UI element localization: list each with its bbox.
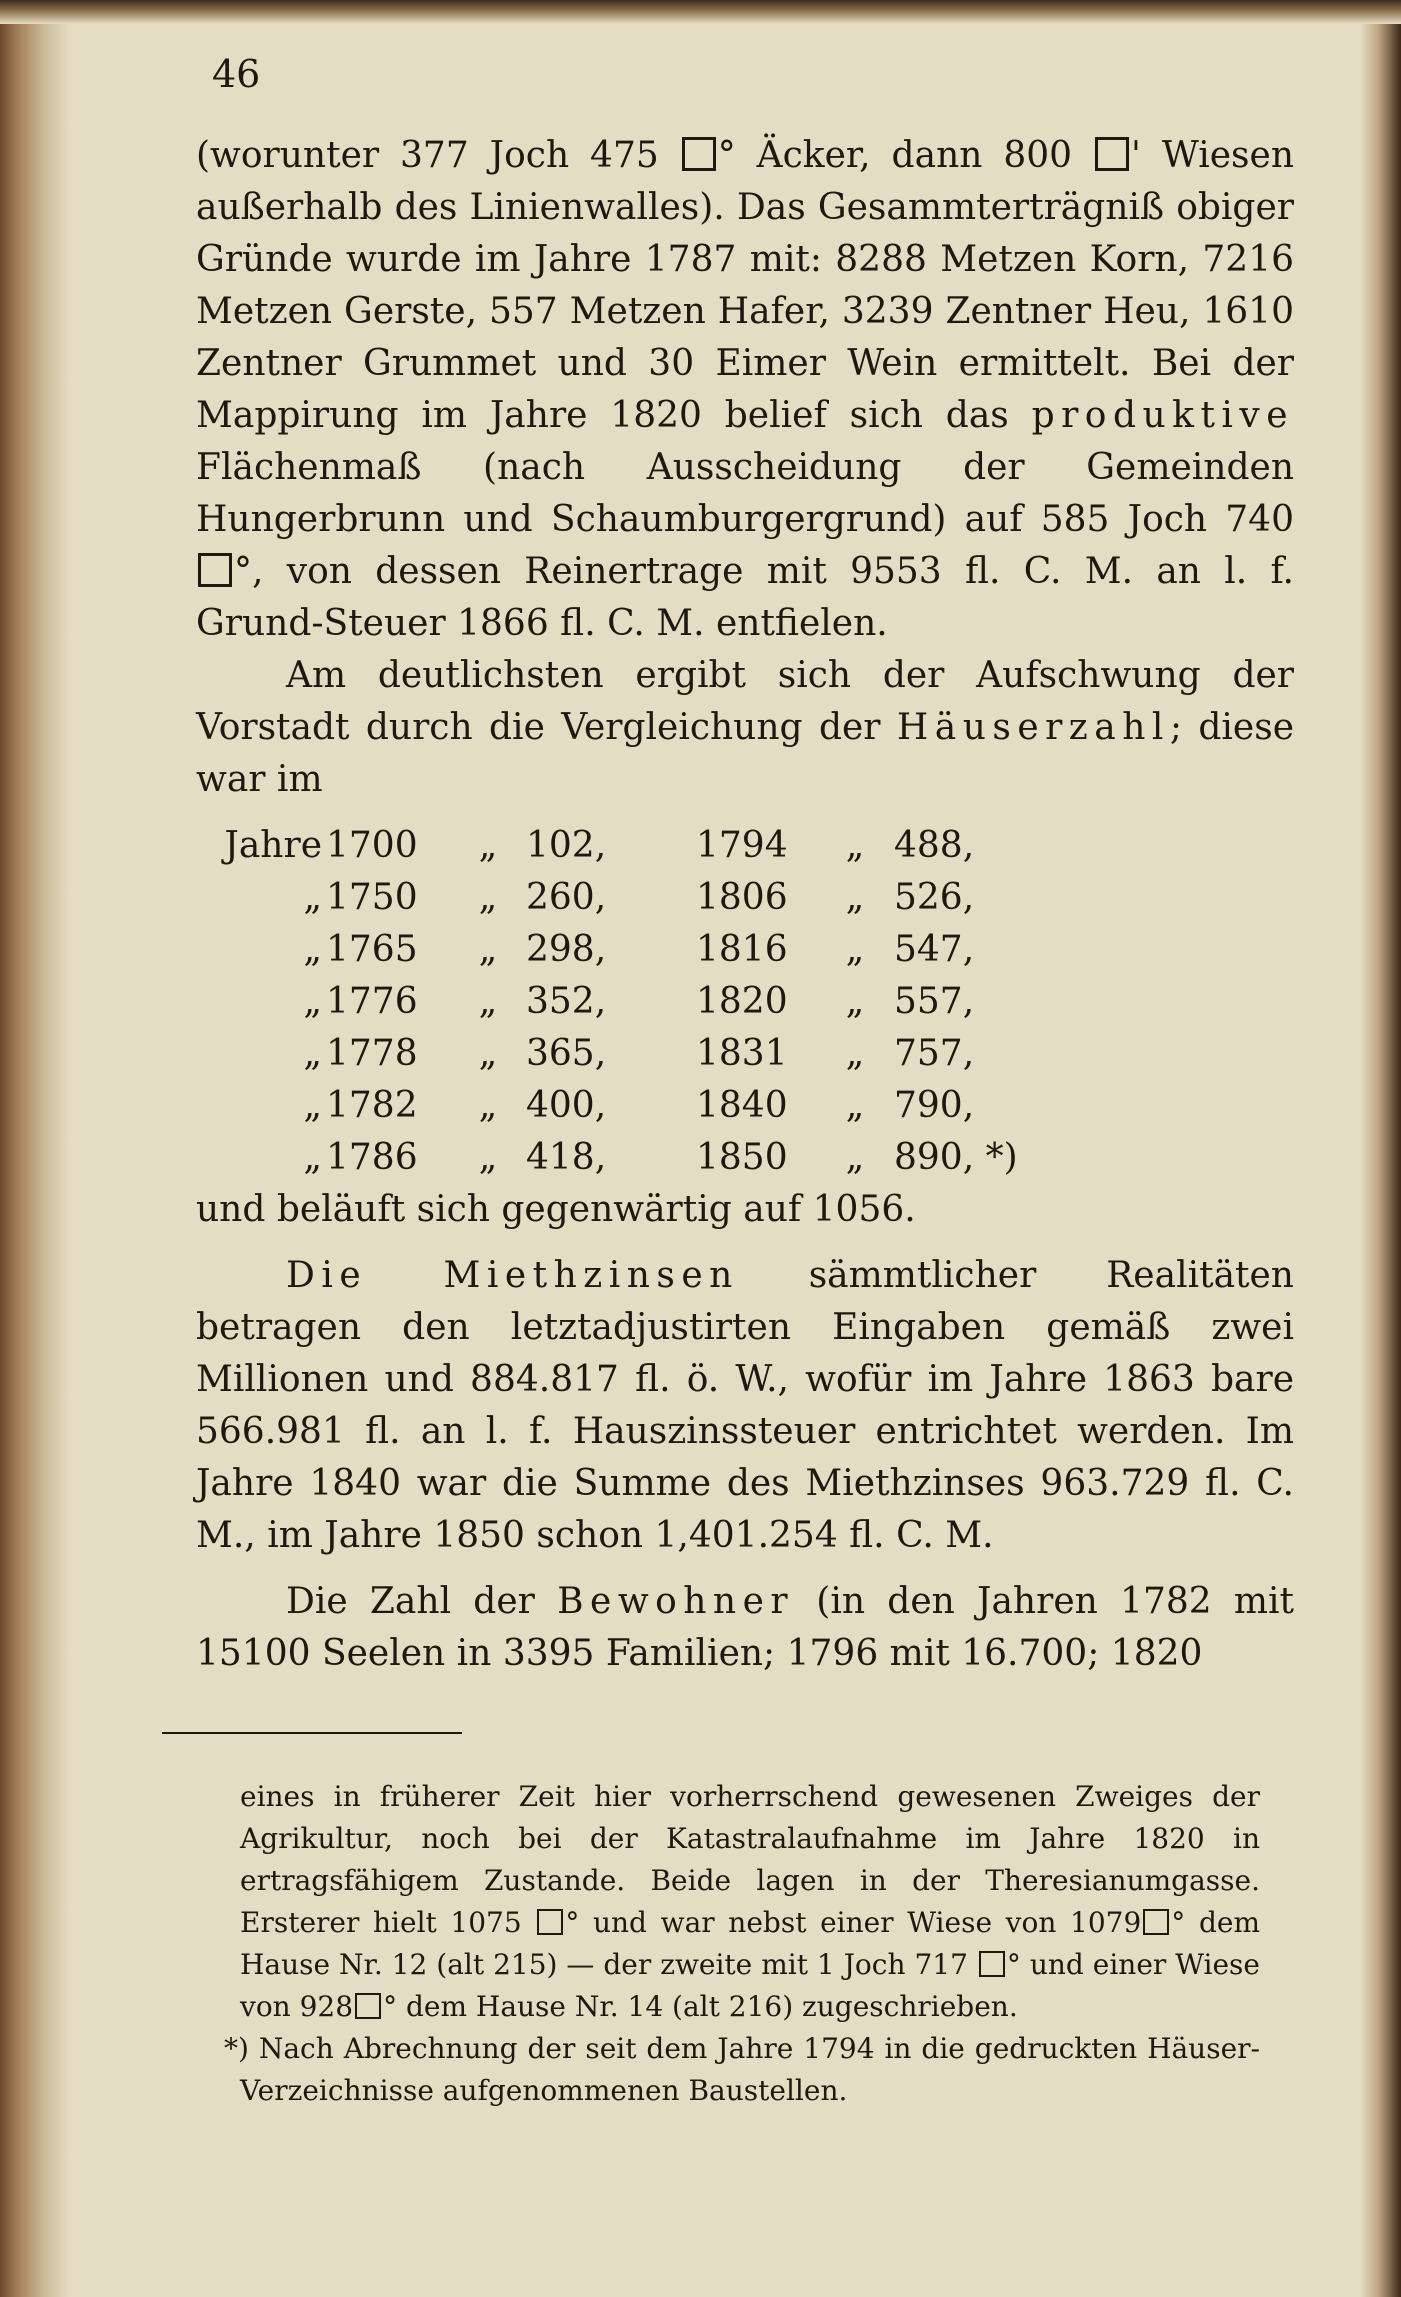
- table-cell: „: [845, 1033, 865, 1074]
- table-cell: „: [478, 981, 498, 1022]
- table-cell: 102,: [526, 825, 607, 866]
- emphasis-miethzinsen: Die Miethzinsen: [286, 1255, 739, 1296]
- square-symbol: [1143, 1909, 1169, 1935]
- table-cell: 1840: [696, 1085, 788, 1126]
- table-cell: „: [303, 929, 322, 970]
- table-cell: 1765: [326, 929, 418, 970]
- footnote-rule: [162, 1732, 462, 1734]
- table-cell: „: [845, 877, 865, 918]
- table-row: [196, 1080, 1044, 1132]
- table-cell: 790,: [894, 1085, 975, 1126]
- table-cell: 260,: [526, 877, 607, 918]
- paragraph-land-yield: (worunter 377 Joch 475 ° Äcker, dann 800 ' Wiesen außerhalb des Linienwalles). Das Gesammterträgniß obiger Gründe wurde im Jahre 1787 mit: 8288 Metzen Korn, 7216 Metzen Gerste, 557 Metzen Hafer, 3239 Zentner Heu, 1610 Zentner Grummet und 30 Eimer Wein ermittelt. Bei der Mappirung im Jahre 1820 belief sich das produktive Flächenmaß (nach Ausscheidung der Gemeinden Hungerbrunn und Schaumburgergrund) auf 585 Joch 740 °, von dessen Reinertrage mit 9553 fl. C. M. an l. f. Grund-Steuer 1866 fl. C. M. entfielen.: [196, 135, 1295, 644]
- table-cell: 488,: [894, 825, 975, 866]
- table-cell: 526,: [894, 877, 975, 918]
- table-cell: „: [478, 1085, 498, 1126]
- emphasis-haeuserzahl: Häuserzahl: [896, 707, 1170, 748]
- square-symbol: [1095, 137, 1129, 171]
- paragraph-population: Die Zahl der Bewohner (in den Jahren 1782 mit 15100 Seelen in 3395 Familien; 1796 mit 16.700; 1820: [196, 1581, 1294, 1674]
- table-cell: 557,: [894, 981, 975, 1022]
- table-cell: 1850: [696, 1137, 788, 1178]
- table-cell: „: [303, 1033, 322, 1074]
- table-cell: „: [845, 981, 865, 1022]
- main-text: [196, 130, 1294, 1680]
- table-cell: 1776: [326, 981, 418, 1022]
- table-cell: 1816: [696, 929, 788, 970]
- table-cell: 298,: [526, 929, 607, 970]
- square-symbol: [979, 1951, 1005, 1977]
- square-symbol: [198, 553, 232, 587]
- footnotes: [224, 1776, 1260, 2112]
- table-cell: „: [303, 877, 322, 918]
- emphasis-produktive: produktive: [1031, 395, 1294, 436]
- table-cell: „: [478, 825, 498, 866]
- table-cell: 1831: [696, 1033, 788, 1074]
- table-row: [196, 872, 1044, 924]
- table-cell: 1794: [696, 825, 788, 866]
- page-right-edge: [1361, 0, 1401, 2297]
- table-cell: „: [303, 1085, 322, 1126]
- footnote-continued: eines in früherer Zeit hier vorherrschend gewesenen Zweiges der Agrikultur, noch bei der Katastralaufnahme im Jahre 1820 in ertragsfähigem Zustande. Beide lagen in der Theresianumgasse. Ersterer hielt 1075 ° und war nebst einer Wiese von 1079 ° dem Hause Nr. 12 (alt 215) — der zweite mit 1 Joch 717 ° und einer Wiese von 928 ° dem Hause Nr. 14 (alt 216) zugeschrieben.: [240, 1780, 1260, 2023]
- page-left-edge: [0, 0, 70, 2297]
- table-row: [196, 1028, 1044, 1080]
- square-symbol: [682, 137, 716, 171]
- table-cell: „: [845, 929, 865, 970]
- table-cell: „: [478, 877, 498, 918]
- table-row: [196, 976, 1044, 1028]
- table-cell: 400,: [526, 1085, 607, 1126]
- paragraph-rent: Die Miethzinsen sämmtlicher Realitäten betragen den letztadjustirten Eingaben gemäß zwei Millionen und 884.817 fl. ö. W., wofür im Jahre 1863 bare 566.981 fl. an l. f. Hauszinssteuer entrichtet werden. Im Jahre 1840 war die Summe des Miethzinses 963.729 fl. C. M., im Jahre 1850 schon 1,401.254 fl. C. M.: [196, 1255, 1294, 1556]
- table-cell: 1778: [326, 1033, 418, 1074]
- table-cell: „: [303, 1137, 322, 1178]
- table-cell: 1782: [326, 1085, 418, 1126]
- paragraph-houses-current: und beläuft sich gegenwärtig auf 1056.: [196, 1189, 916, 1230]
- table-cell: 418,: [526, 1137, 607, 1178]
- emphasis-bewohner: Bewohner: [557, 1581, 795, 1622]
- table-cell: 547,: [894, 929, 975, 970]
- table-cell: „: [845, 1137, 865, 1178]
- houses-table-wrap: [196, 820, 1294, 1184]
- table-cell: 1700: [326, 825, 418, 866]
- table-cell: 757,: [894, 1033, 975, 1074]
- table-cell: 365,: [526, 1033, 607, 1074]
- page-top-edge: [0, 0, 1401, 24]
- table-cell: „: [845, 1085, 865, 1126]
- table-cell: Jahre: [224, 825, 322, 866]
- paragraph-houses-intro: Am deutlichsten ergibt sich der Aufschwung der Vorstadt durch die Vergleichung der Häuserzahl; diese war im: [196, 655, 1294, 800]
- table-row: [196, 924, 1044, 976]
- page-number: 46: [212, 52, 261, 96]
- table-cell: „: [478, 1137, 498, 1178]
- table-cell: „: [303, 981, 322, 1022]
- footnote-star: *) Nach Abrechnung der seit dem Jahre 1794 in die gedruckten Häuser-Verzeichnisse aufgenommenen Baustellen.: [224, 2032, 1260, 2107]
- table-cell: 1786: [326, 1137, 418, 1178]
- table-cell: 1806: [696, 877, 788, 918]
- square-symbol: [537, 1909, 563, 1935]
- table-row: [196, 1132, 1044, 1184]
- table-cell: „: [845, 825, 865, 866]
- table-cell: „: [478, 1033, 498, 1074]
- table-cell: 352,: [526, 981, 607, 1022]
- table-row: [196, 820, 1044, 872]
- table-cell: 1750: [326, 877, 418, 918]
- table-cell: 890, *): [894, 1137, 1018, 1178]
- table-cell: „: [478, 929, 498, 970]
- square-symbol: [355, 1993, 381, 2019]
- houses-table: [196, 820, 1044, 1184]
- table-cell: 1820: [696, 981, 788, 1022]
